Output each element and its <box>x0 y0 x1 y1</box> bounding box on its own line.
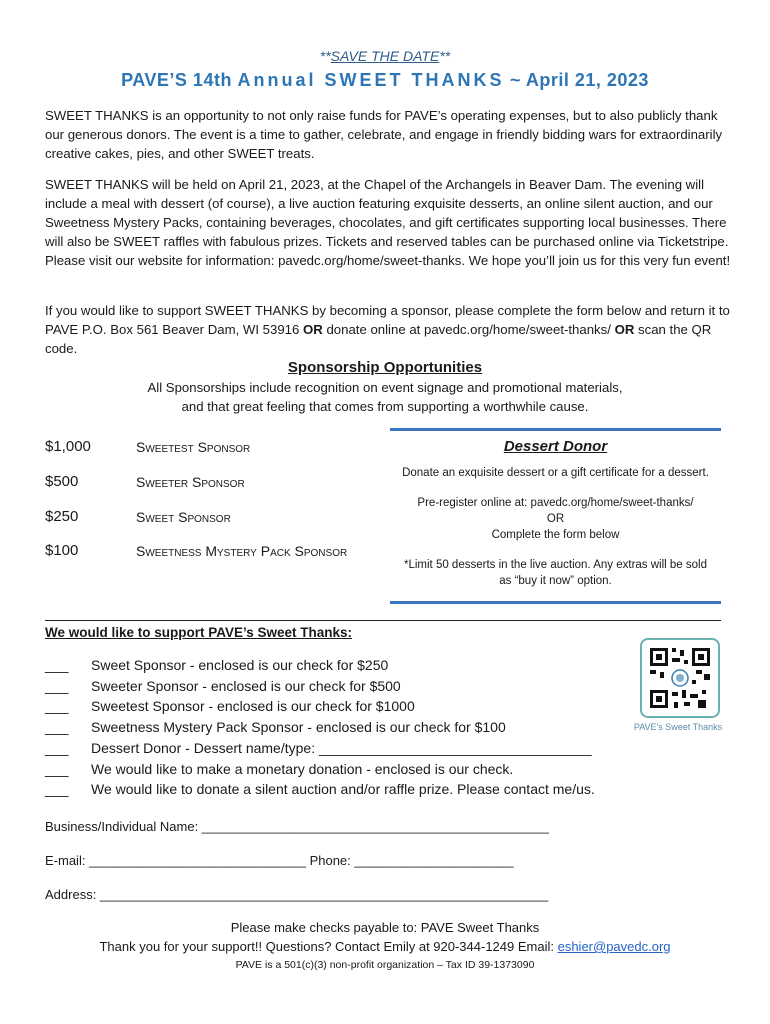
dessert-donor-title: Dessert Donor <box>503 438 608 455</box>
business-name-field[interactable]: Business/Individual Name: ________________________________________________ <box>45 819 549 834</box>
option-sweetest-sponsor: Sweetest Sponsor - enclosed is our check for $1000 <box>91 698 415 714</box>
dessert-donor-line: *Limit 50 desserts in the live auction. Any extras will be sold <box>404 559 707 571</box>
footer-checks-payable: Please make checks payable to: PAVE Sweet Thanks <box>230 920 540 935</box>
tier-amount: $1,000 <box>45 438 91 455</box>
qr-code-icon <box>642 640 718 716</box>
dessert-donor-bottom-rule <box>390 601 721 604</box>
sponsorship-subtitle-line-1: All Sponsorships include recognition on event signage and promotional materials, <box>147 380 623 395</box>
dessert-donor-line: Pre-register online at: pavedc.org/home/sweet-thanks/ <box>417 497 694 509</box>
dessert-donor-line: Donate an exquisite dessert or a gift certificate for a dessert. <box>402 467 709 479</box>
checkbox-blank[interactable]: ___ <box>45 698 69 714</box>
option-auction-prize: We would like to donate a silent auction and/or raffle prize. Please contact me/us. <box>91 781 595 797</box>
tier-amount: $100 <box>45 542 79 559</box>
checkbox-blank[interactable]: ___ <box>45 719 69 735</box>
sponsorship-heading: Sponsorship Opportunities <box>287 359 483 376</box>
email-link[interactable]: eshier@pavedc.org <box>557 939 671 954</box>
option-monetary-donation: We would like to make a monetary donation - enclosed is our check. <box>91 761 514 777</box>
tier-amount: $250 <box>45 508 79 525</box>
qr-code-label: PAVE's Sweet Thanks <box>633 722 723 732</box>
checkbox-blank[interactable]: ___ <box>45 761 69 777</box>
tier-name: Sweeter Sponsor <box>136 474 245 490</box>
support-form-heading: We would like to support PAVE’s Sweet Thanks: <box>45 625 353 640</box>
tier-name: Sweet Sponsor <box>136 509 231 525</box>
email-phone-field[interactable]: E-mail: ______________________________ Phone: ______________________ <box>45 853 514 868</box>
option-sweet-sponsor: Sweet Sponsor - enclosed is our check for $250 <box>91 657 389 673</box>
option-mystery-pack-sponsor: Sweetness Mystery Pack Sponsor - enclosed is our check for $100 <box>91 719 506 735</box>
sponsorship-subtitle-line-2: and that great feeling that comes from supporting a worthwhile cause. <box>181 399 589 414</box>
address-field[interactable]: Address: ______________________________________________________________ <box>45 887 549 902</box>
option-sweeter-sponsor: Sweeter Sponsor - enclosed is our check for $500 <box>91 678 401 694</box>
qr-code[interactable] <box>640 638 720 718</box>
checkbox-blank[interactable]: ___ <box>45 740 69 756</box>
dessert-donor-top-rule <box>390 428 721 431</box>
tier-name: Sweetest Sponsor <box>136 439 251 455</box>
tier-name: Sweetness Mystery Pack Sponsor <box>136 543 348 559</box>
intro-paragraph-2: SWEET THANKS will be held on April 21, 2023, at the Chapel of the Archangels in Beaver Dam. The evening will include a meal with dessert (of course), a live auction featuring exquisite desserts, an online silent auction, and our Sweetness Mystery Packs, containing beverages, chocolates, and gift certificates supporting local businesses. There will also be SWEET raffles with fabulous prizes. Tickets and reserved tables can be purchased online via Ticketstripe. Please visit our website for information: pavedc.org/home/sweet-thanks. We hope you’ll join us for this very fun event! <box>45 177 731 268</box>
dessert-donor-line: Complete the form below <box>491 529 620 541</box>
footer-tax-id: PAVE is a 501(c)(3) non-profit organization – Tax ID 39-1373090 <box>235 959 535 971</box>
checkbox-blank[interactable]: ___ <box>45 657 69 673</box>
section-divider <box>45 620 721 621</box>
checkbox-blank[interactable]: ___ <box>45 781 69 797</box>
tier-amount: $500 <box>45 473 79 490</box>
intro-paragraph-3: If you would like to support SWEET THANKS by becoming a sponsor, please complete the form below and return it to PAVE P.O. Box 561 Beaver Dam, WI 53916 OR donate online at pavedc.org/home/sweet-thanks/ OR scan the QR code. <box>45 303 730 356</box>
footer-contact: Thank you for your support!! Questions? Contact Emily at 920-344-1249 Email: eshier@pavedc.org <box>99 939 671 954</box>
option-dessert-donor[interactable]: Dessert Donor - Dessert name/type: ___________________________________ <box>91 740 592 756</box>
dessert-donor-line: as “buy it now” option. <box>499 575 612 587</box>
page-title: PAVE’S 14th Annual SWEET THANKS ~ April 21, 2023 <box>121 70 649 90</box>
checkbox-blank[interactable]: ___ <box>45 678 69 694</box>
save-the-date: **SAVE THE DATE** <box>319 48 451 64</box>
dessert-donor-line: OR <box>546 513 565 525</box>
intro-paragraph-1: SWEET THANKS is an opportunity to not only raise funds for PAVE’s operating expenses, but to also publicly thank our generous donors. The event is a time to gather, celebrate, and engage in friendly bidding wars for extraordinarily creative cakes, pies, and other SWEET treats. <box>45 108 723 161</box>
